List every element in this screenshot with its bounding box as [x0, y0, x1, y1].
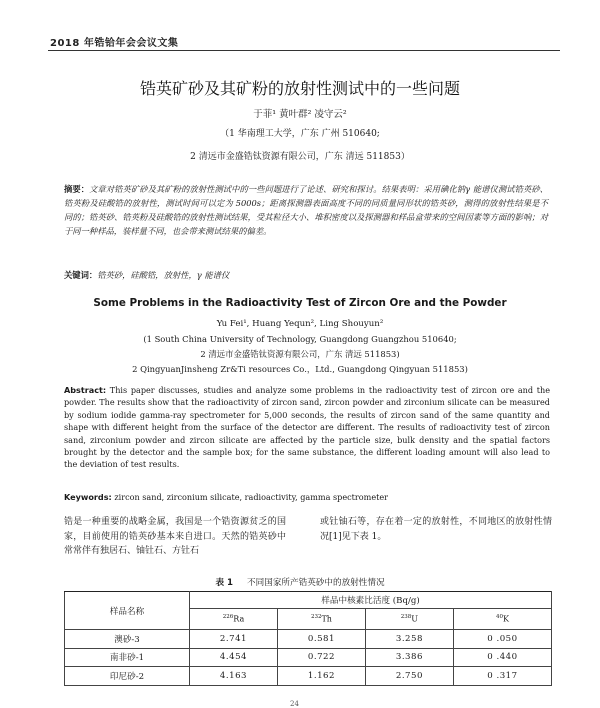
- english-keywords-label: Keywords:: [64, 492, 112, 502]
- table-header-isotope: $^{238}$U: [365, 609, 453, 630]
- table-caption-title: 不同国家所产锆英砂中的放射性情况: [247, 578, 385, 588]
- english-abstract-text: This paper discusses, studies and analyze some problems in the radioactivity test of zircon ore and the powder. The results show that the radioactivity of zircon sand, zircon powder and zirconium silicate can be measured by sodium iodide gamma-ray spectrometer for 5,000 seconds, the results of zircon sand of the same quantity and shape with different height from the surface of the detector are different. The results of radioactivity test of zircon sand, zirconium powder and zircon silicate are affected by the particle size, bulk density and the spatial factors brought by the detector and the sample box; for the same substance, the different loading amount will also lead to the deviation of test results.: [64, 385, 551, 470]
- running-head: 2018 年锆铪年会会议文集: [50, 38, 179, 49]
- table-cell-value: 0 .440: [453, 648, 551, 667]
- table-header-sample-name: 样品名称: [65, 592, 190, 630]
- english-keywords: [64, 492, 550, 502]
- table-header-group: 样品中核素比活度 (Bq/g): [190, 592, 552, 609]
- table-cell-value: 2.750: [365, 667, 453, 686]
- english-keywords-text: zircon sand, zirconium silicate, radioactivity, gamma spectrometer: [114, 492, 389, 502]
- table-cell-value: 0.581: [277, 630, 365, 649]
- english-authors: Yu Fei¹, Huang Yequn², Ling Shouyun²: [216, 319, 384, 329]
- table-cell-value: 4.454: [190, 648, 278, 667]
- chinese-keywords: [64, 269, 548, 281]
- table-cell-value: 0 .317: [453, 667, 551, 686]
- english-abstract: [64, 384, 550, 471]
- chinese-title: 锆英矿砂及其矿粉的放射性测试中的一些问题: [139, 79, 460, 98]
- chinese-authors: 于菲¹ 黄叶群² 凌守云²: [253, 109, 347, 120]
- table-cell-name: 澳砂-3: [65, 630, 190, 649]
- table-caption: [0, 576, 600, 588]
- english-affiliation-1: (1 South China University of Technology, Guangdong Guangzhou 510640;: [143, 334, 457, 344]
- table-cell-value: 3.386: [365, 648, 453, 667]
- table-cell-value: 0 .050: [453, 630, 551, 649]
- chinese-affiliation-2: 2 清远市金盛锆钛资源有限公司，广东 清远 511853）: [190, 152, 410, 162]
- chinese-abstract-text: 文章对锆英矿砂及其矿粉的放射性测试中的一些问题进行了论述、研究和探讨。结果表明：采用碘化钠γ 能谱仪测试锆英砂、锆英粉及硅酸锆的放射性，测试时间可以定为 5000s；距离探测器表面高度不同的同质量同形状的锆英砂，测得的放射性结果是不同的；锆英砂、锆英粉及硅酸锆的放射性测试结果，受其粒径大小、堆积密度以及探测器和样品盒带来的空间因素等方面的影响；对于同一种样品，装样量不同，也会带来测试结果的偏差。: [64, 184, 548, 236]
- radioactivity-table: [64, 591, 552, 686]
- table-cell-value: 4.163: [190, 667, 278, 686]
- chinese-abstract-label: 摘要：: [64, 184, 90, 194]
- table-header-isotope: $^{226}$Ra: [190, 609, 278, 630]
- english-abstract-label: Abstract:: [64, 385, 107, 395]
- chinese-keywords-text: 锆英砂，硅酸锆，放射性，γ 能谱仪: [97, 270, 230, 280]
- chinese-abstract: [64, 182, 548, 238]
- table-row: [65, 667, 552, 686]
- body-paragraph-right: 或钍铀石等，存在着一定的放射性，不同地区的放射性情况[1]见下表 1。: [320, 517, 552, 542]
- table-cell-name: 南非砂-1: [65, 648, 190, 667]
- page-number: 24: [290, 700, 299, 708]
- table-cell-value: 0.722: [277, 648, 365, 667]
- chinese-affiliation-1: （1 华南理工大学，广东 广州 510640;: [220, 129, 380, 139]
- table-cell-value: 2.741: [190, 630, 278, 649]
- table-cell-value: 1.162: [277, 667, 365, 686]
- table-row: [65, 648, 552, 667]
- table-cell-value: 3.258: [365, 630, 453, 649]
- chinese-keywords-label: 关键词：: [64, 270, 98, 280]
- table-cell-name: 印尼砂-2: [65, 667, 190, 686]
- table-header-isotope: $^{40}$K: [453, 609, 551, 630]
- english-affiliation-3: 2 QingyuanJinsheng Zr&Ti resources Co.，Ltd., Guangdong Qingyuan 511853): [132, 364, 468, 374]
- table-row: [65, 630, 552, 649]
- header-rule: [48, 50, 560, 51]
- table-header-isotope: $^{232}$Th: [277, 609, 365, 630]
- english-title: Some Problems in the Radioactivity Test of Zircon Ore and the Powder: [93, 297, 507, 309]
- english-affiliation-2: 2 清远市金盛锆钛资源有限公司，广东 清远 511853): [200, 349, 400, 359]
- body-paragraph-left: 锆是一种重要的战略金属，我国是一个锆资源贫乏的国家，目前使用的锆英砂基本来自进口。天然的锆英砂中常常伴有独居石、铀钍石、方钍石: [64, 517, 286, 556]
- table-caption-number: 表 1: [215, 578, 234, 588]
